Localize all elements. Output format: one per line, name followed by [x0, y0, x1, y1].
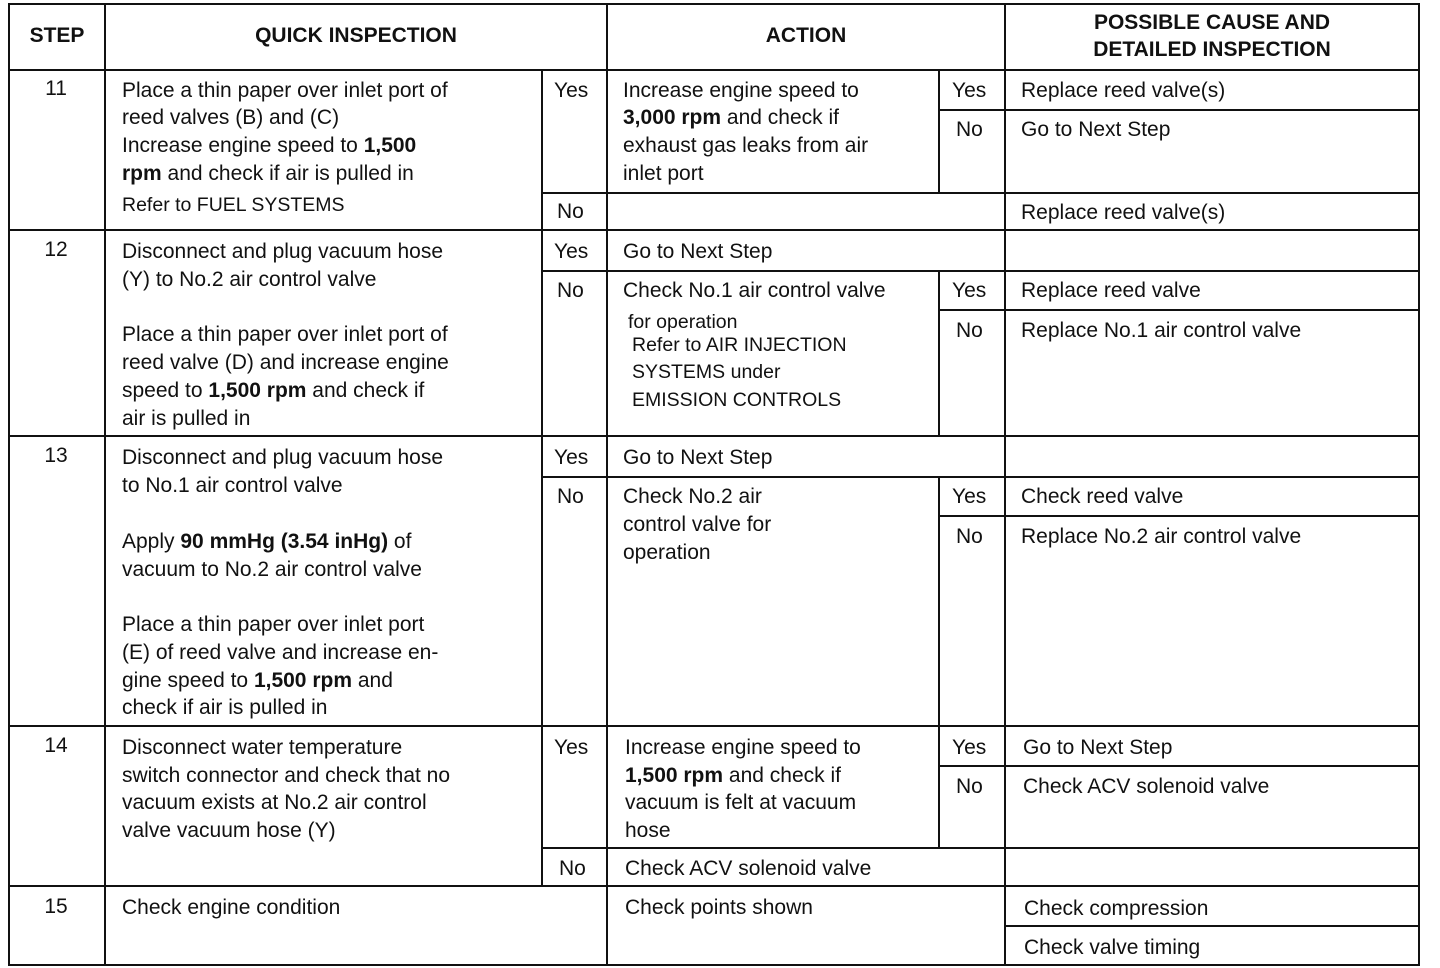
s13-yes: Yes	[554, 446, 589, 469]
s13-quick-line7-c: and	[352, 669, 393, 692]
header-cause-line2: DETAILED INSPECTION	[1093, 38, 1331, 61]
s12-quick-line5-a: speed to	[122, 379, 209, 402]
s11-action-no: No	[956, 118, 983, 141]
s11-quick-line3	[122, 132, 416, 160]
s13-quick-line5: Place a thin paper over inlet port	[122, 613, 425, 636]
s11-quick-line2: reed valves (B) and (C)	[122, 106, 340, 129]
s13-yes-divider	[541, 476, 1420, 478]
s14-action-bold: 1,500 rpm	[625, 764, 724, 787]
s11-cause-quick-no: Replace reed valve(s)	[1021, 201, 1226, 224]
s14-action-line2-text: and check if	[723, 764, 841, 787]
s12-no: No	[557, 279, 584, 302]
s12-quick-line5	[122, 377, 424, 405]
s13-quick-line7	[122, 667, 393, 695]
s13-quick-line1: Disconnect and plug vacuum hose	[122, 446, 444, 469]
s11-action-yesno-divider	[938, 69, 940, 194]
s14-action-yesno-divider	[938, 725, 940, 849]
s12-quick-line3: Place a thin paper over inlet port of	[122, 323, 448, 346]
row-divider-15	[8, 885, 1420, 887]
table-left-border	[8, 3, 10, 966]
s14-no: No	[559, 857, 586, 880]
s13-quick-line3-a: Apply	[122, 530, 181, 553]
s13-cause-divider	[938, 515, 1420, 517]
s14-quick-line2: switch connector and check that no	[122, 764, 451, 787]
s14-action-line4: hose	[625, 819, 671, 842]
s11-quick-line3-text: Increase engine speed to	[122, 134, 364, 157]
step-number: 11	[45, 77, 67, 100]
s11-cause-divider	[938, 109, 1420, 111]
s11-no-divider	[541, 192, 1420, 194]
s14-action-line3: vacuum is felt at vacuum	[625, 791, 857, 814]
s15-cause1: Check compression	[1024, 897, 1209, 920]
s15-action: Check points shown	[625, 896, 813, 919]
s13-quick-line4: vacuum to No.2 air control valve	[122, 558, 422, 581]
s13-cause-yes: Check reed valve	[1021, 485, 1184, 508]
s14-no-divider	[541, 847, 1420, 849]
header-cause-line1: POSSIBLE CAUSE AND	[1093, 11, 1331, 34]
s13-quick-line3	[122, 528, 411, 556]
s14-quick-line3: vacuum exists at No.2 air control	[122, 791, 427, 814]
s11-cause-no: Go to Next Step	[1021, 118, 1171, 141]
s11-action-line2	[623, 104, 839, 132]
s14-action-no: No	[956, 775, 983, 798]
action-col-divider	[1004, 3, 1006, 966]
s13-action-yesno-divider	[938, 476, 940, 727]
s12-action-yes: Yes	[952, 279, 987, 302]
s11-quick-bold2: rpm	[122, 162, 162, 185]
s13-quick-line2: to No.1 air control valve	[122, 474, 343, 497]
step-number: 12	[44, 238, 68, 261]
s12-cause-no: Replace No.1 air control valve	[1021, 319, 1302, 342]
header-bottom-border	[8, 69, 1420, 71]
row-divider-13	[8, 435, 1420, 437]
s12-quick-line2: (Y) to No.2 air control valve	[122, 268, 377, 291]
s14-cause-yes: Go to Next Step	[1023, 736, 1173, 759]
s11-quick-tail: and check if air is pulled in	[161, 162, 414, 185]
s15-cause2: Check valve timing	[1024, 936, 1201, 959]
s12-quick-line5-c: and check if	[306, 379, 425, 402]
s11-quick-bold1: 1,500	[363, 134, 417, 157]
s13-action-line1: Check No.2 air	[623, 485, 762, 508]
s14-no-action: Check ACV solenoid valve	[625, 857, 872, 880]
s12-quick-line6: air is pulled in	[122, 407, 251, 430]
s14-cause-no: Check ACV solenoid valve	[1023, 775, 1270, 798]
table-right-border	[1418, 3, 1420, 966]
row-divider-12	[8, 229, 1420, 231]
s11-cause-yes: Replace reed valve(s)	[1021, 79, 1226, 102]
s12-quick-bold: 1,500 rpm	[208, 379, 307, 402]
quick-col-divider	[606, 3, 608, 966]
s12-action-no: No	[956, 319, 983, 342]
s11-action-bold: 3,000 rpm	[623, 106, 722, 129]
s13-action-yes: Yes	[952, 485, 987, 508]
s13-quick-line6: (E) of reed valve and increase en-	[122, 641, 439, 664]
s11-yes: Yes	[554, 79, 589, 102]
s13-quick-line8: check if air is pulled in	[122, 696, 328, 719]
s14-quick-line4: valve vacuum hose (Y)	[122, 819, 336, 842]
s13-action-no: No	[956, 525, 983, 548]
s11-quick-line4	[122, 160, 414, 188]
s11-action-line4: inlet port	[623, 162, 704, 185]
s12-action-ref2: SYSTEMS under	[632, 361, 781, 383]
s14-quick-line1: Disconnect water temperature	[122, 736, 403, 759]
s12-quick-line4: reed valve (D) and increase engine	[122, 351, 449, 374]
s12-yes: Yes	[554, 240, 589, 263]
s14-action-line2	[625, 762, 841, 790]
s14-action-yes: Yes	[952, 736, 987, 759]
s12-action-ref1: Refer to AIR INJECTION	[632, 334, 847, 356]
s12-quick-line1: Disconnect and plug vacuum hose	[122, 240, 444, 263]
s11-quick-ref: Refer to FUEL SYSTEMS	[122, 194, 345, 216]
s12-cause-yes: Replace reed valve	[1021, 279, 1201, 302]
s13-quick-line3-c: of	[388, 530, 412, 553]
row-divider-14	[8, 725, 1420, 727]
s12-action-ref3: EMISSION CONTROLS	[632, 389, 842, 411]
s14-action-line1: Increase engine speed to	[625, 736, 861, 759]
header-quick-inspection: QUICK INSPECTION	[255, 24, 457, 47]
s12-action-line2: for operation	[628, 311, 738, 333]
s11-action-line1: Increase engine speed to	[623, 79, 859, 102]
s11-action-line3: exhaust gas leaks from air	[623, 134, 869, 157]
s11-action-line2-text: and check if	[721, 106, 839, 129]
step-number: 13	[44, 444, 68, 467]
s13-quick-bold: 90 mmHg (3.54 inHg)	[180, 530, 389, 553]
step-number: 14	[44, 734, 68, 757]
s12-action-yesno-divider	[938, 270, 940, 437]
quick-yesno-divider	[541, 69, 543, 887]
s13-action-line3: operation	[623, 541, 711, 564]
s13-action-line2: control valve for	[623, 513, 772, 536]
step-col-divider	[104, 3, 106, 966]
s13-yes-action: Go to Next Step	[623, 446, 773, 469]
s15-cause-divider	[1005, 925, 1420, 927]
s11-no: No	[557, 200, 584, 223]
table-top-border	[8, 3, 1420, 5]
s12-yes-divider	[541, 270, 1420, 272]
table-bottom-border	[8, 964, 1420, 966]
s12-cause-divider	[938, 309, 1420, 311]
s14-yes: Yes	[554, 736, 589, 759]
s11-quick-line1: Place a thin paper over inlet port of	[122, 79, 448, 102]
s14-cause-divider	[938, 765, 1420, 767]
header-action: ACTION	[765, 24, 847, 47]
s12-action-line1: Check No.1 air control valve	[623, 279, 886, 302]
header-step: STEP	[29, 24, 85, 47]
s15-quick: Check engine condition	[122, 896, 341, 919]
s11-action-yes: Yes	[952, 79, 987, 102]
s13-no: No	[557, 485, 584, 508]
s13-cause-no: Replace No.2 air control valve	[1021, 525, 1302, 548]
s13-quick-line7-a: gine speed to	[122, 669, 254, 692]
s13-quick-bold2: 1,500 rpm	[253, 669, 352, 692]
step-number: 15	[44, 895, 68, 918]
s12-yes-action: Go to Next Step	[623, 240, 773, 263]
